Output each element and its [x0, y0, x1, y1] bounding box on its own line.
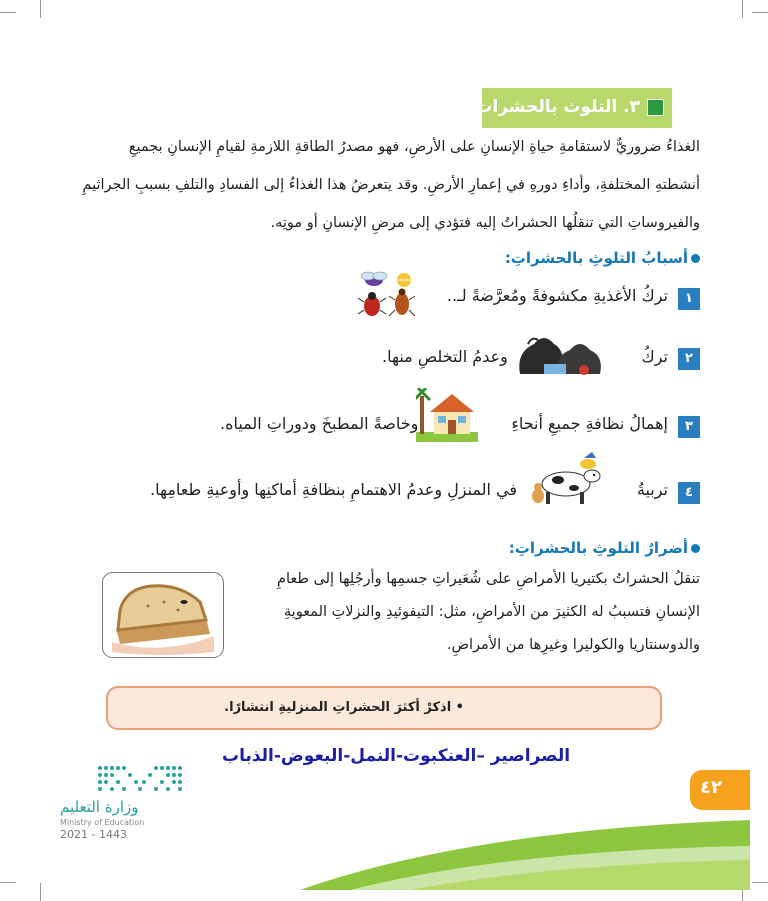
cause-item-text: تركُ الأغذيةِ مكشوفةً ومُعرَّضةً لـ..	[446, 286, 668, 305]
harms-line: والدوسنتاريا والكوليرا وغيرِها من الأمراضِ.	[446, 637, 700, 653]
crop-mark	[752, 12, 768, 13]
item-number-badge: ٣	[678, 416, 700, 438]
question-text: • اذكرْ أكثرَ الحشراتِ المنزليةِ انتشارًا.	[224, 700, 464, 715]
harms-line: الإنسانِ فتسببُ له الكثيرَ من الأمراضِ، مثل: التيفوئيدِ والنزلاتِ المعويةِ	[283, 604, 700, 620]
cause-item-text: إهمالُ نظافةِ جميعِ أنحاءِ	[511, 414, 668, 433]
intro-line: أنشطتهِ المختلفةِ، وأداءِ دورهِ في إعمارِ الأرضِ. وقد يتعرضُ هذا الغذاءُ إلى الفسادِ والتلفِ بسببِ الجراثيمِ	[82, 177, 700, 193]
cause-item-text: وخاصةً المطبخَ ودوراتِ المياه.	[220, 414, 419, 433]
cause-item-text: تركُ	[641, 347, 668, 366]
intro-line: الغذاءُ ضروريٌّ لاستقامةِ حياةِ الإنسانِ على الأرضِ، فهو مصدرُ الطاقةِ اللازمةِ لقيامِ الإنسانِ بجميعِ	[128, 139, 700, 155]
bullet-icon	[691, 254, 700, 263]
insects-illustration	[354, 266, 420, 322]
section-title-bar	[468, 88, 672, 128]
page-number-tab	[690, 770, 750, 810]
bullet-icon	[691, 544, 700, 553]
question-box	[106, 686, 662, 730]
crop-mark	[742, 0, 743, 18]
ministry-logo-dots	[96, 762, 184, 794]
garbage-bags-illustration	[514, 326, 606, 378]
bread-slices-photo	[102, 572, 224, 658]
intro-line: والفيروساتِ التي تنقلُها الحشراتُ إليه فتؤدي إلى مرضِ الإنسانِ أو موتِه.	[270, 215, 700, 231]
page-number: ٤٢	[700, 777, 722, 798]
cause-item-text: تربيةُ	[636, 480, 668, 499]
item-number-badge: ٢	[678, 348, 700, 370]
edition-year: 2021 - 1443	[60, 828, 127, 841]
crop-mark	[40, 0, 41, 18]
item-number-badge: ١	[678, 288, 700, 310]
ministry-name-ar: وزارة التعليم	[60, 798, 139, 816]
item-number-badge: ٤	[678, 482, 700, 504]
house-illustration	[416, 388, 478, 442]
crop-mark	[40, 883, 41, 901]
ministry-name-en: Ministry of Education	[60, 818, 145, 827]
title-square-icon	[647, 99, 664, 116]
crop-mark	[0, 12, 16, 13]
cause-item-text: وعدمُ التخلصِ منها.	[382, 347, 508, 366]
answer-text: الصراصير –العنكبوت-النمل-البعوض-الذباب	[222, 746, 571, 766]
section-title: ٣. التلوث بالحشرات:	[468, 97, 640, 117]
harms-heading: أضرارُ التلوثِ بالحشراتِ:	[509, 539, 700, 557]
farm-animals-illustration	[530, 450, 608, 508]
crop-mark	[752, 882, 768, 883]
harms-line: تنقلُ الحشراتُ بكتيريا الأمراضِ على شُعَيراتِ جسمِها وأرجُلِها إلى طعامِ	[277, 571, 700, 587]
crop-mark	[0, 882, 16, 883]
decorative-green-wave	[290, 790, 750, 890]
cause-item-text: في المنزلِ وعدمُ الاهتمامِ بنظافةِ أماكنِها وأوعيةِ طعامِها.	[150, 480, 518, 499]
causes-heading: أسبابُ التلوثِ بالحشراتِ:	[505, 249, 700, 267]
